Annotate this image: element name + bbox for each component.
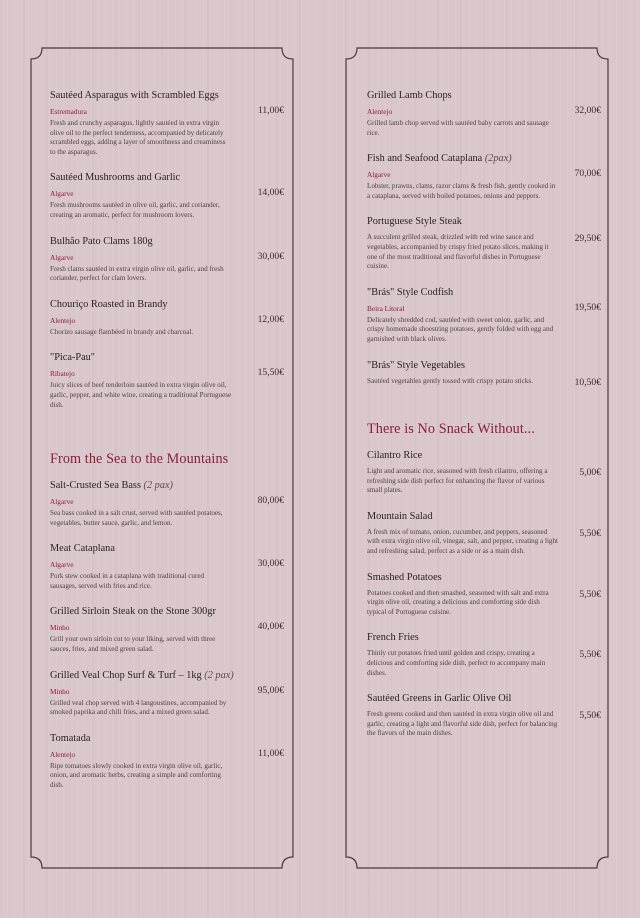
item-region: Algarve: [50, 560, 74, 570]
item-name-text: Chouriço Roasted in Brandy: [50, 298, 168, 310]
item-description: Fresh greens cooked and then sautéed in extra virgin olive oil and garlic, creating a light and flavorful side dish, perfect for balancing the flavors of the main dishes.: [367, 710, 558, 738]
menu-item: [50, 299, 284, 338]
item-name: [50, 352, 284, 364]
item-name: [50, 606, 284, 618]
item-region: Algarve: [50, 497, 74, 506]
item-price: 5,50€: [579, 649, 601, 661]
menu-item: [367, 450, 601, 496]
item-name: [367, 216, 601, 228]
item-name: [367, 632, 601, 644]
item-name-text: Bulhão Pato Clams 180g: [50, 235, 153, 247]
item-name-text: Smashed Potatoes: [367, 571, 442, 583]
item-price: 95,00€: [257, 684, 284, 696]
item-description: Sautéed vegetables gently tossed with crispy potato sticks.: [367, 376, 533, 385]
item-region: Ribatejo: [50, 369, 75, 379]
item-description: Grilled veal chop served with 4 langoustines, accompanied by smoked paprika and chili fries, and a mixed green salad.: [50, 698, 227, 717]
menu-item: [367, 360, 601, 387]
menu-item: [367, 153, 601, 201]
item-region: Algarve: [50, 252, 74, 262]
sea-mountains-list: [50, 480, 284, 791]
item-price: 10,50€: [574, 376, 601, 388]
item-name: [367, 360, 601, 372]
item-price: 40,00€: [257, 621, 284, 633]
menu-item: [50, 670, 284, 718]
item-price: 14,00€: [257, 187, 284, 199]
item-region: Estremadura: [50, 107, 87, 116]
menu-item: [50, 733, 284, 791]
item-name-text: Sautéed Asparagus with Scrambled Eggs: [50, 90, 219, 101]
item-name: [50, 299, 284, 311]
left-top-list: [50, 90, 284, 425]
item-region: Alentejo: [367, 107, 393, 116]
menu-item: [50, 236, 284, 284]
item-name: [367, 572, 601, 584]
item-name-text: "Pica-Pau": [50, 352, 96, 364]
right-menu-panel: [345, 47, 609, 869]
item-description: Fresh and crunchy asparagus, lightly sautéed in extra virgin olive oil to the perfect tenderness, accompanied by delicately scrambled eggs, adding a layer of smoothness and creaminess to the asparagus.: [50, 119, 226, 156]
item-price: 12,00€: [257, 313, 284, 325]
sea-mountains-title: From the Sea to the Mountains: [50, 451, 229, 467]
item-name: [367, 693, 601, 705]
item-name-text: Grilled Veal Chop Surf & Turf – 1kg: [50, 669, 202, 681]
item-description: Thinly cut potatoes fried until golden and crispy, creating a delicious and comforting side dish, perfect to accompany main dishes.: [367, 649, 546, 677]
item-name-text: Salt-Crusted Sea Bass: [50, 480, 141, 491]
item-pax: (2pax): [484, 153, 512, 165]
item-description: Ripe tomatoes slowly cooked in extra virgin olive oil, garlic, onion, and aromatic herbs, creating a simple and comforting dish.: [50, 761, 223, 789]
menu-item: [50, 172, 284, 220]
left-menu-panel: [30, 47, 294, 869]
item-description: Potatoes cooked and then smashed, seasoned with salt and extra virgin olive oil, creating a delicious and comforting side dish typical of Portuguese cuisine.: [367, 588, 549, 616]
item-description: A succulent grilled steak, drizzled with red wine sauce and vegetables, accompanied by crispy fried potato slices, making it one of the most traditional and flavorful dishes in Portuguese cuisine.: [367, 233, 549, 271]
item-pax: (2 pax): [143, 480, 173, 491]
menu-item: [367, 572, 601, 618]
item-name-text: Cilantro Rice: [367, 450, 423, 461]
item-name: [367, 287, 601, 299]
item-name-text: "Brás" Style Codfish: [367, 286, 454, 298]
item-description: Pork stew cooked in a cataplana with traditional cured sausages, served with fries and rice.: [50, 572, 205, 590]
item-name: [367, 450, 601, 462]
item-price: 5,50€: [579, 588, 601, 600]
item-price: 70,00€: [574, 168, 601, 180]
sea-mountains-section: [50, 451, 284, 806]
menu-item: [367, 632, 601, 678]
item-description: Lobster, prawns, clams, razor clams & fresh fish, gently cooked in a cataplana, served with boiled potatoes, onions and peppers.: [367, 182, 556, 200]
item-name: [367, 153, 601, 165]
item-price: 30,00€: [257, 558, 284, 570]
no-snack-list: [367, 450, 601, 739]
item-name-text: Mountain Salad: [367, 510, 433, 522]
item-name: [367, 511, 601, 523]
menu-item: [367, 216, 601, 271]
item-pax: (2 pax): [204, 669, 234, 681]
item-name-text: Meat Cataplana: [50, 543, 115, 555]
menu-item: [50, 606, 284, 654]
item-description: Grilled lamb chop served with sautéed baby carrots and sausage rice.: [367, 119, 549, 137]
item-description: A fresh mix of tomato, onion, cucumber, and peppers, seasoned with extra virgin olive oil, vinegar, salt, and pepper, creating a light and refreshing salad, perfect as a side or as a main dish.: [367, 527, 558, 555]
item-price: 11,00€: [257, 105, 284, 116]
item-price: 5,50€: [579, 710, 601, 722]
item-price: 5,50€: [579, 527, 601, 539]
item-name: [50, 90, 284, 102]
item-region: Alentejo: [50, 749, 76, 759]
item-price: 80,00€: [257, 495, 284, 506]
item-description: Light and aromatic rice, seasoned with fresh cilantro, offering a refreshing side dish perfect for enhancing the flavor of various small plates.: [367, 467, 548, 495]
item-price: 5,00€: [579, 467, 601, 478]
item-name-text: "Brás" Style Vegetables: [367, 359, 466, 371]
item-region: Algarve: [50, 189, 74, 199]
no-snack-section: [367, 421, 601, 754]
item-description: Chorizo sausage flambéed in brandy and charcoal.: [50, 327, 194, 336]
item-name: [50, 543, 284, 555]
item-description: Grill your own sirloin cut to your liking, served with three sauces, fries, and mixed green salad.: [50, 635, 216, 653]
item-region: Alentejo: [50, 315, 76, 325]
item-price: 32,00€: [574, 105, 601, 116]
item-name-text: French Fries: [367, 632, 419, 644]
item-name-text: Portuguese Style Steak: [367, 216, 462, 228]
item-name-text: Sautéed Greens in Garlic Olive Oil: [367, 693, 512, 705]
item-price: 29,50€: [574, 233, 601, 245]
item-price: 30,00€: [257, 250, 284, 262]
menu-item: [50, 480, 284, 528]
item-description: Fresh mushrooms sautéed in olive oil, garlic, and coriander, creating an aromatic, perfect for mushroom lovers.: [50, 201, 220, 219]
item-price: 19,50€: [574, 301, 601, 313]
menu-item: [367, 511, 601, 557]
item-name-text: Fish and Seafood Cataplana: [367, 153, 483, 165]
item-name-text: Tomatada: [50, 732, 91, 744]
item-name: [367, 90, 601, 102]
item-name: [50, 733, 284, 745]
item-name-text: Grilled Sirloin Steak on the Stone 300gr: [50, 606, 216, 618]
menu-item: [50, 90, 284, 157]
item-name-text: Sautéed Mushrooms and Garlic: [50, 172, 181, 184]
menu-item: [50, 543, 284, 591]
item-name: [50, 172, 284, 184]
item-name-text: Grilled Lamb Chops: [367, 90, 452, 101]
item-region: Beira Litoral: [367, 303, 405, 313]
item-region: Algarve: [367, 170, 391, 180]
item-price: 11,00€: [257, 747, 284, 759]
item-name: [50, 236, 284, 248]
right-top-list: [367, 90, 601, 401]
item-region: Minho: [50, 686, 70, 696]
menu-item: [367, 287, 601, 345]
item-name: [50, 670, 284, 682]
no-snack-title: There is No Snack Without...: [367, 421, 535, 437]
item-price: 15,50€: [257, 367, 284, 379]
item-description: Delicately shredded cod, sautéed with sweet onion, garlic, and crispy homemade shoestring potatoes, gently folded with egg and garnished with black olives.: [367, 315, 554, 343]
item-name: [50, 480, 284, 492]
item-description: Fresh clams sautéed in extra virgin olive oil, garlic, and fresh coriander, perfect for clam lovers.: [50, 264, 224, 283]
menu-item: [367, 693, 601, 739]
item-description: Sea bass cooked in a salt crust, served with sautéed potatoes, vegetables, butter sauce, garlic, and lemon.: [50, 509, 223, 527]
item-description: Juicy slices of beef tenderloin sautéed in extra virgin olive oil, garlic, pepper, and white wine, creating a traditional Portuguese dish.: [50, 381, 232, 409]
menu-item: [367, 90, 601, 138]
menu-item: [50, 352, 284, 410]
item-region: Minho: [50, 623, 70, 633]
